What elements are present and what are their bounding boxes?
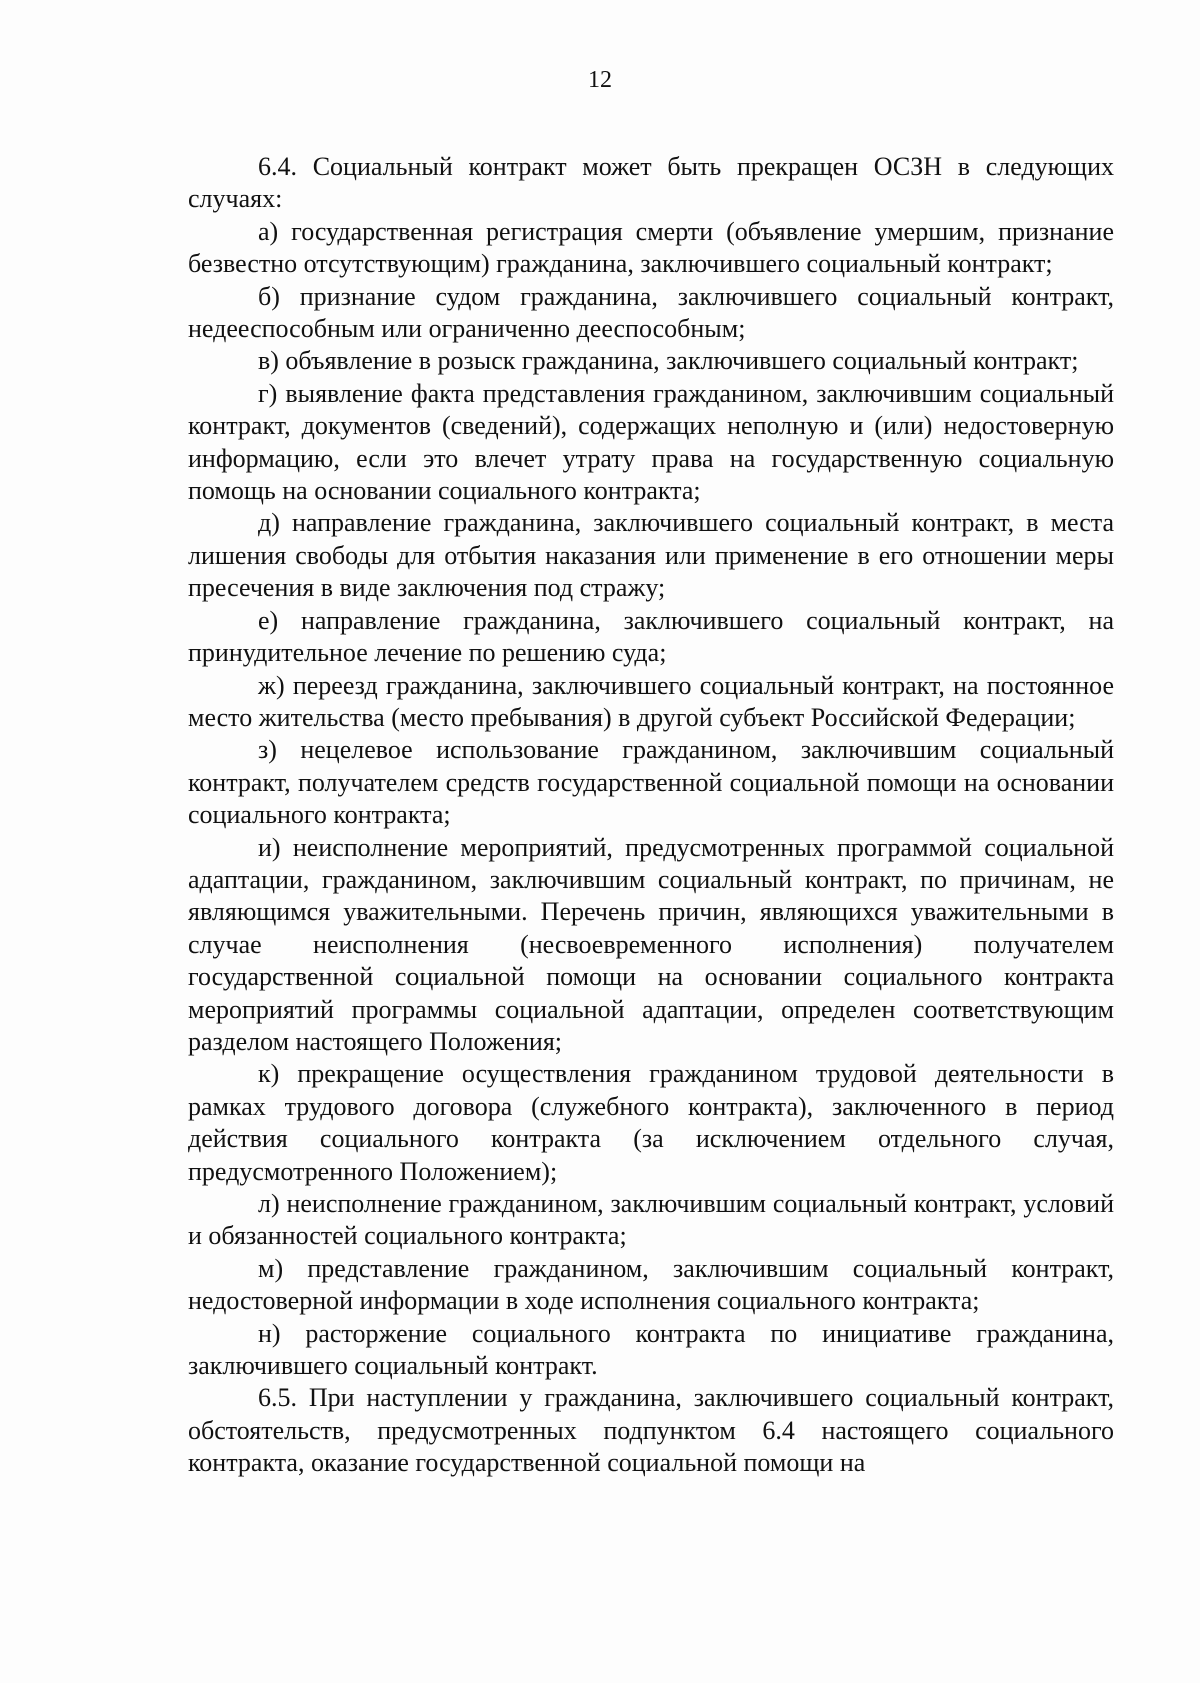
list-item-k: к) прекращение осуществления гражданином трудовой деятельности в рамках трудового договора (служебного контракта), заключенного в период действия социального контракта (за исключением отдельного случая, предусмотренного Положением); xyxy=(188,1059,1114,1186)
list-item-v: в) объявление в розыск гражданина, заключившего социальный контракт; xyxy=(258,346,1079,376)
list-item-z: з) нецелевое использование гражданином, заключившим социальный контракт, получателем средств государственной социальной помощи на основании социального контракта; xyxy=(188,735,1114,830)
list-item-d: д) направление гражданина, заключившего социальный контракт, в места лишения свободы для отбытия наказания или применение в его отношении меры пресечения в виде заключения под стражу; xyxy=(188,508,1114,603)
list-item-m: м) представление гражданином, заключившим социальный контракт, недостоверной информации в ходе исполнения социального контракта; xyxy=(188,1253,1114,1316)
list-item-b: б) признание судом гражданина, заключившего социальный контракт, недееспособным или ограниченно дееспособным; xyxy=(188,281,1114,344)
list-item-a: а) государственная регистрация смерти (объявление умершим, признание безвестно отсутствующим) гражданина, заключившего социальный контракт; xyxy=(188,216,1114,279)
section-6-4-heading: 6.4. Социальный контракт может быть прекращен ОСЗН в следующих случаях: xyxy=(188,152,1114,214)
list-item-i: и) неисполнение мероприятий, предусмотренных программой социальной адаптации, гражданином, заключившим социальный контракт, по причинам, не являющимся уважительными. Перечень причин, являющихся уважительными в случае неисполнения (несвоевременного исполнения) получателем государственной социальной помощи на основании социального контракта мероприятий программы социальной адаптации, определен соответствующим разделом настоящего Положения; xyxy=(188,832,1114,1056)
section-6-5-paragraph: 6.5. При наступлении у гражданина, заключившего социальный контракт, обстоятельств, предусмотренных подпунктом 6.4 настоящего социального контракта, оказание государственной социальной помощи на xyxy=(188,1383,1114,1478)
list-item-n: н) расторжение социального контракта по инициативе гражданина, заключившего социальный контракт. xyxy=(188,1318,1114,1381)
list-item-l: л) неисполнение гражданином, заключившим социальный контракт, условий и обязанностей социального контракта; xyxy=(188,1189,1114,1251)
list-item-g: г) выявление факта представления гражданином, заключившим социальный контракт, документов (сведений), содержащих неполную и (или) недостоверную информацию, если это влечет утрату права на государственную социальную помощь на основании социального контракта; xyxy=(188,378,1114,506)
document-body xyxy=(188,151,1114,1480)
list-item-zh: ж) переезд гражданина, заключившего социальный контракт, на постоянное место жительства (место пребывания) в другой субъект Российской Федерации; xyxy=(188,670,1114,732)
list-item-e: е) направление гражданина, заключившего социальный контракт, на принудительное лечение по решению суда; xyxy=(188,605,1114,668)
page-number: 12 xyxy=(588,67,612,93)
